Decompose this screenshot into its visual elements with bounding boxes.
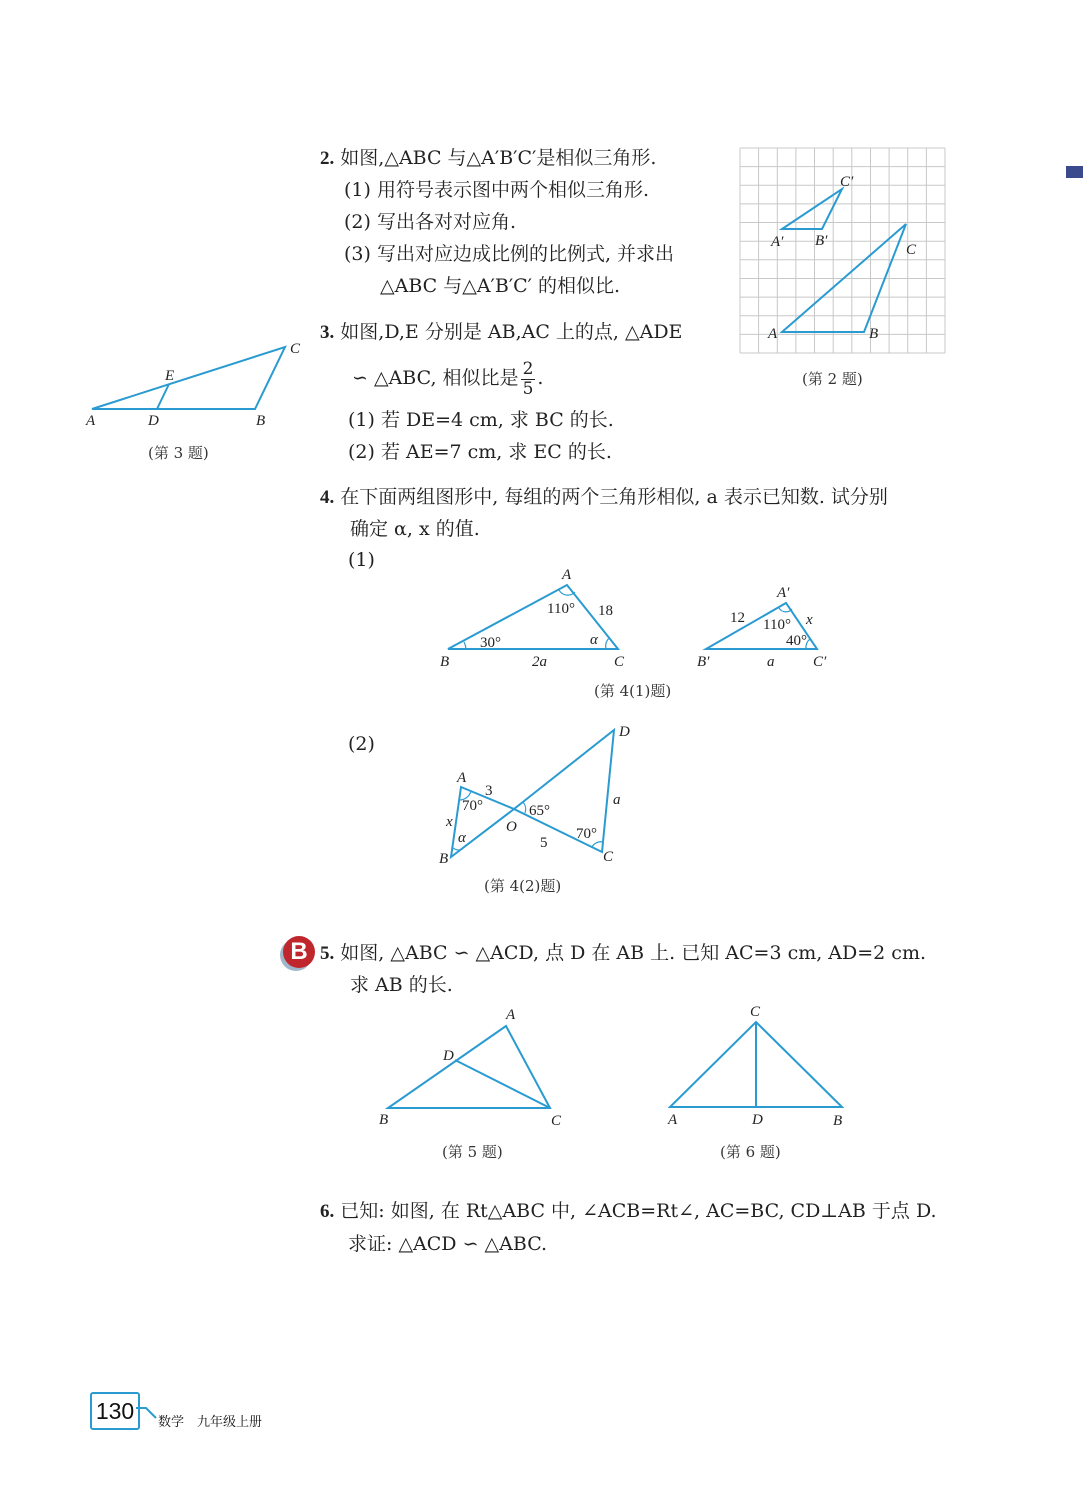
q4-2-side-oc: 5 <box>540 835 548 851</box>
q2-label-c1: C′ <box>840 174 854 190</box>
q3-triangle-abc <box>92 347 285 409</box>
q2-figure <box>740 148 946 354</box>
q4-1-side-a1b1: 12 <box>730 610 745 626</box>
q3-ratio-numerator: 2 <box>522 358 534 379</box>
q4-2-label-c: C <box>603 849 614 865</box>
level-b-badge: B <box>283 936 315 968</box>
q6-stem-line2: 求证: △ACD ∽ △ABC. <box>348 1233 548 1255</box>
q3-figure <box>84 338 314 430</box>
q6-label-c: C <box>750 1004 761 1020</box>
q2-part3a: (3) 写出对应边成比例的比例式, 并求出 <box>344 243 675 265</box>
q2-caption: (第 2 题) <box>802 370 863 388</box>
q6-stem-text: 已知: 如图, 在 Rt△ABC 中, ∠ACB=Rt∠, AC=BC, CD⊥AB 于点 D. <box>340 1200 937 1222</box>
q6-caption: (第 6 题) <box>720 1143 781 1161</box>
q3-stem-text: 如图,D,E 分别是 AB,AC 上的点, △ADE <box>340 321 683 343</box>
q4-2-side-ab: x <box>446 814 453 830</box>
q4-2-triangle-doc <box>514 730 614 852</box>
q4-2-angle-b: α <box>458 830 466 846</box>
q6-stem <box>320 1199 937 1224</box>
q4-2-angle-a: 70° <box>462 798 483 814</box>
q4-2-label-a: A <box>457 770 467 786</box>
q4-1-side-bc: 2a <box>532 654 547 670</box>
q3-number: 3. <box>320 322 335 343</box>
q3-ratio-fraction <box>521 360 536 399</box>
q3-label-c: C <box>290 341 301 357</box>
q3-label-b: B <box>256 413 266 429</box>
q4-1-side-a1c1: x <box>806 612 813 628</box>
q4-stem-line2: 确定 α, x 的值. <box>350 518 480 540</box>
q4-1-label-a: A <box>562 567 572 583</box>
q4-stem-text: 在下面两组图形中, 每组的两个三角形相似, a 表示已知数. 试分别 <box>340 486 888 508</box>
q3-part2: (2) 若 AE=7 cm, 求 EC 的长. <box>348 441 612 463</box>
page-number-arrow <box>136 1406 160 1426</box>
q4-2-label-b: B <box>439 851 449 867</box>
q4-1-angle-a1: 110° <box>763 617 791 633</box>
q2-number: 2. <box>320 148 335 169</box>
q2-part3b: △ABC 与△A′B′C′ 的相似比. <box>380 275 621 297</box>
q5-figure <box>374 1004 574 1132</box>
q6-label-a: A <box>668 1112 678 1128</box>
q4-2-caption: (第 4(2)题) <box>484 877 562 895</box>
q6-figure <box>660 1000 860 1132</box>
q4-1-angle-b: 30° <box>480 635 501 651</box>
q3-label-e: E <box>165 368 175 384</box>
q5-label-a: A <box>506 1007 516 1023</box>
q5-stem-text: 如图, △ABC ∽ △ACD, 点 D 在 AB 上. 已知 AC=3 cm, AD=2 cm. <box>340 942 927 964</box>
q6-number: 6. <box>320 1201 335 1222</box>
q4-1-label-a1: A′ <box>777 585 790 601</box>
q4-1-angle-c: α <box>590 632 598 648</box>
q4-2-side-cd: a <box>613 792 621 808</box>
q5-label-b: B <box>379 1112 389 1128</box>
q4-2-angle-c: 70° <box>576 826 597 842</box>
q4-1-caption: (第 4(1)题) <box>594 682 672 700</box>
q2-label-a: A <box>768 326 778 342</box>
q4-sub1-label: (1) <box>348 549 375 571</box>
q3-stem2-end: . <box>537 367 544 389</box>
q4-1-angle-a: 110° <box>547 601 575 617</box>
q4-1-side-ac: 18 <box>598 603 613 619</box>
q4-1-label-c1: C′ <box>813 654 827 670</box>
q4-2-side-ao: 3 <box>485 783 493 799</box>
q4-2-label-o: O <box>506 819 517 835</box>
q5-number: 5. <box>320 943 335 964</box>
q2-stem <box>320 146 656 171</box>
q3-stem-line2 <box>352 358 543 399</box>
q3-stem <box>320 320 682 345</box>
book-title: 数学 九年级上册 <box>158 1414 263 1429</box>
q5-stem-line2: 求 AB 的长. <box>350 974 453 996</box>
q4-1-label-b: B <box>440 654 450 670</box>
q3-label-a: A <box>86 413 96 429</box>
q2-stem-text: 如图,△ABC 与△A′B′C′是相似三角形. <box>340 147 657 169</box>
q4-figure-1 <box>434 566 834 672</box>
q4-1-side-b1c1: a <box>767 654 775 670</box>
q3-stem2-text: ∽ △ABC, 相似比是 <box>352 367 519 389</box>
q4-1-label-c: C <box>614 654 625 670</box>
q4-2-label-d: D <box>619 724 630 740</box>
q3-label-d: D <box>148 413 159 429</box>
q5-label-c: C <box>551 1113 562 1129</box>
q4-2-angle-o: 65° <box>529 803 550 819</box>
q3-ratio-denominator: 5 <box>522 378 534 399</box>
q4-figure-2 <box>434 720 644 868</box>
q5-caption: (第 5 题) <box>442 1143 503 1161</box>
q4-1-angle-c1: 40° <box>786 633 807 649</box>
q3-part1: (1) 若 DE=4 cm, 求 BC 的长. <box>348 409 614 431</box>
q5-label-d: D <box>443 1048 454 1064</box>
page-number: 130 <box>90 1392 140 1430</box>
q2-part1: (1) 用符号表示图中两个相似三角形. <box>344 179 649 201</box>
q3-caption: (第 3 题) <box>148 444 209 462</box>
q4-sub2-label: (2) <box>348 733 375 755</box>
q2-label-b: B <box>869 326 879 342</box>
q5-segment-cd <box>455 1060 550 1108</box>
q6-label-b: B <box>833 1113 843 1129</box>
q5-stem <box>320 941 926 966</box>
q2-label-c: C <box>906 242 917 258</box>
q6-label-d: D <box>752 1112 763 1128</box>
q2-part2: (2) 写出各对对应角. <box>344 211 516 233</box>
q4-1-label-b1: B′ <box>697 654 710 670</box>
q2-label-a1: A′ <box>771 234 784 250</box>
q4-number: 4. <box>320 487 335 508</box>
chapter-tab <box>1066 166 1083 178</box>
q4-stem <box>320 485 888 510</box>
q2-label-b1: B′ <box>815 233 828 249</box>
